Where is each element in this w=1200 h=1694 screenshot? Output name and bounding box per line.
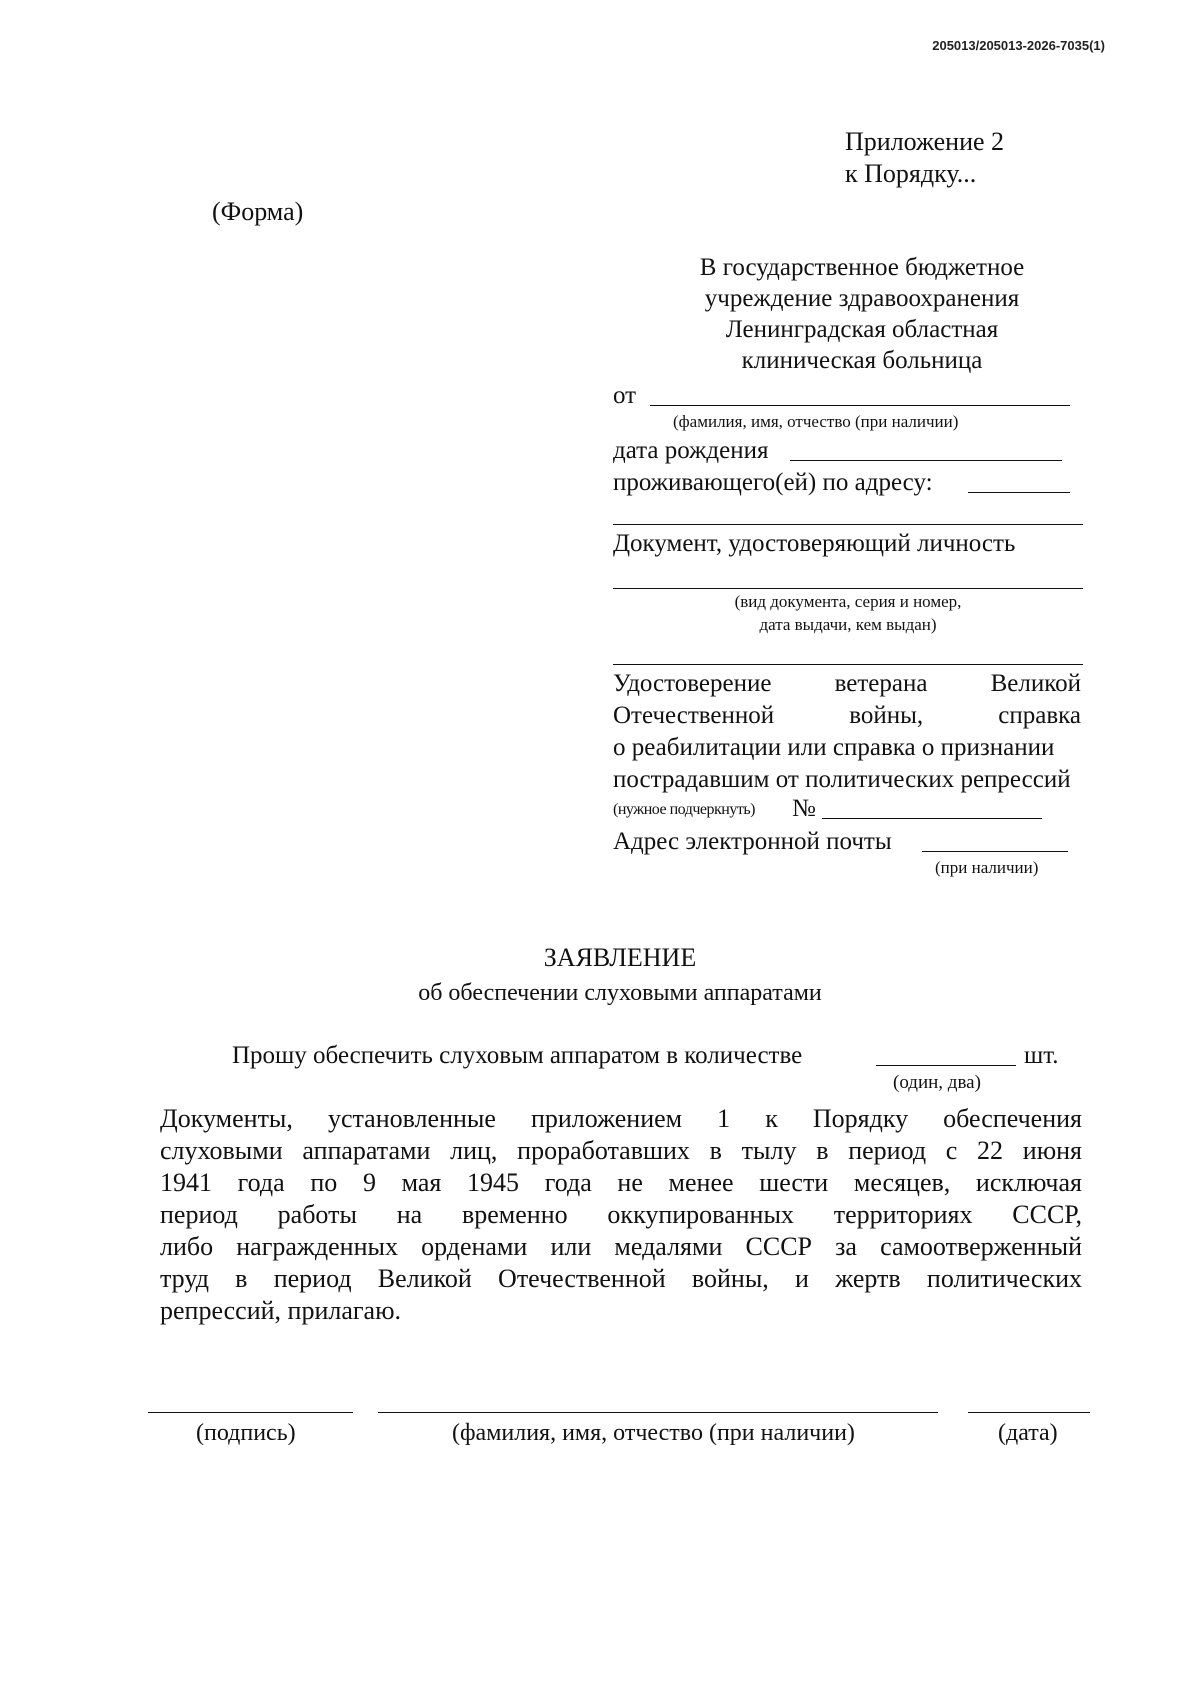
signature-date-field-line[interactable] xyxy=(968,1412,1090,1413)
documents-line-3: 1941 года по 9 мая 1945 года не менее шести месяцев, исключая xyxy=(160,1168,1082,1197)
certificate-line-2: Отечественной войны, справка xyxy=(613,702,1081,729)
signature-date-label: (дата) xyxy=(998,1420,1058,1446)
documents-line-5: либо награжденных орденами или медалями СССР за самоотверженный xyxy=(160,1232,1082,1261)
number-sign: № xyxy=(792,795,816,822)
id-document-field-line[interactable] xyxy=(613,588,1083,589)
quantity-hint: (один, два) xyxy=(893,1072,981,1093)
signature-field-line[interactable] xyxy=(148,1412,353,1413)
fio-hint: (фамилия, имя, отчество (при наличии) xyxy=(673,412,959,431)
birth-date-field-line[interactable] xyxy=(790,460,1062,461)
request-text: Прошу обеспечить слуховым аппаратом в количестве xyxy=(232,1042,803,1069)
id-document-hint-1: (вид документа, серия и номер, xyxy=(734,592,962,611)
signature-fio-label: (фамилия, имя, отчество (при наличии) xyxy=(452,1420,855,1446)
documents-line-4: период работы на временно оккупированных территориях СССР, xyxy=(160,1200,1082,1229)
document-title: ЗАЯВЛЕНИЕ xyxy=(543,943,697,972)
certificate-number-field-line[interactable] xyxy=(822,818,1042,819)
documents-line-2: слуховыми аппаратами лиц, проработавших в тылу в период с 22 июня xyxy=(160,1136,1082,1165)
form-label: (Форма) xyxy=(212,197,304,226)
address-label: проживающего(ей) по адресу: xyxy=(613,469,933,496)
documents-line-1: Документы, установленные приложением 1 к Порядку обеспечения xyxy=(160,1104,1082,1133)
documents-line-7: репрессий, прилагаю. xyxy=(160,1296,402,1325)
certificate-line-3: о реабилитации или справка о признании xyxy=(613,734,1055,761)
documents-line-6: труд в период Великой Отечественной войны, и жертв политических xyxy=(160,1264,1082,1293)
fio-field-line[interactable] xyxy=(650,405,1070,406)
address-field-line-2[interactable] xyxy=(613,524,1083,525)
signature-label: (подпись) xyxy=(196,1420,296,1446)
addressee-line-2: учреждение здравоохранения xyxy=(704,285,1020,312)
document-subtitle: об обеспечении слуховыми аппаратами xyxy=(418,980,822,1006)
certificate-line-4: пострадавшим от политических репрессий xyxy=(613,766,1071,793)
email-hint: (при наличии) xyxy=(935,858,1039,877)
quantity-unit: шт. xyxy=(1024,1042,1059,1069)
appendix-line-2: к Порядку... xyxy=(845,159,977,188)
appendix-line-1: Приложение 2 xyxy=(845,127,1005,156)
id-document-hint-2: дата выдачи, кем выдан) xyxy=(759,615,937,634)
birth-date-label: дата рождения xyxy=(613,437,769,464)
id-document-field-line-2[interactable] xyxy=(613,664,1083,665)
certificate-line-1: Удостоверение ветерана Великой xyxy=(613,670,1081,697)
address-field-line[interactable] xyxy=(968,492,1070,493)
email-label: Адрес электронной почты xyxy=(613,828,892,855)
email-field-line[interactable] xyxy=(922,851,1068,852)
addressee-line-1: В государственное бюджетное xyxy=(699,254,1025,281)
addressee-line-4: клиническая больница xyxy=(741,347,983,374)
underline-hint: (нужное подчеркнуть) xyxy=(613,801,755,818)
quantity-field-line[interactable] xyxy=(876,1065,1016,1066)
document-id: 205013/205013-2026-7035(1) xyxy=(932,38,1105,53)
id-document-label: Документ, удостоверяющий личность xyxy=(613,530,1016,557)
signature-fio-field-line[interactable] xyxy=(378,1412,938,1413)
from-label: от xyxy=(613,382,637,409)
addressee-line-3: Ленинградская областная xyxy=(725,316,999,343)
